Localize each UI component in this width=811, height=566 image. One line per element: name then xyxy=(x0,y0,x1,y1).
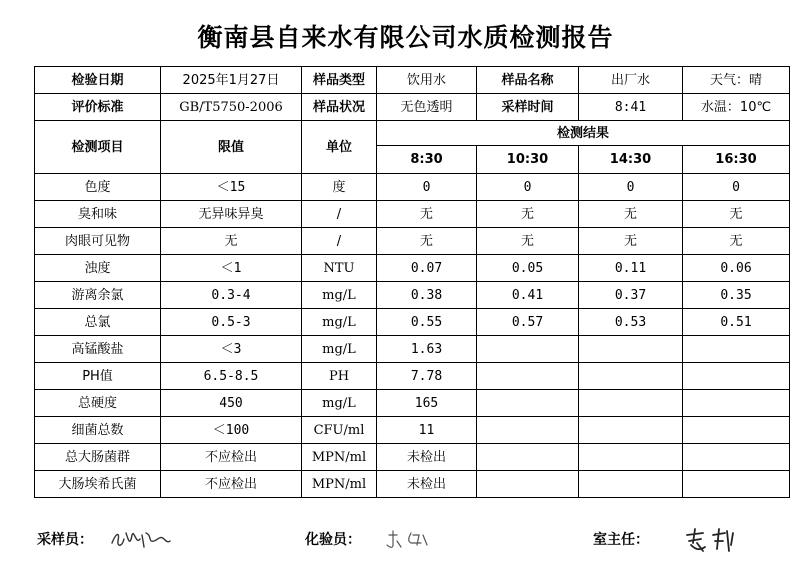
result-cell: 0 xyxy=(477,174,579,201)
unit-header: 单位 xyxy=(302,121,377,174)
result-cell xyxy=(477,336,579,363)
result-cell: 无 xyxy=(377,201,477,228)
limit-cell: 不应检出 xyxy=(161,471,302,498)
item-cell: 臭和味 xyxy=(35,201,161,228)
item-cell: PH值 xyxy=(35,363,161,390)
table-row xyxy=(35,444,790,471)
result-cell: 0.57 xyxy=(477,309,579,336)
table-row xyxy=(35,471,790,498)
signature-footer xyxy=(0,525,811,555)
unit-cell: mg/L xyxy=(302,390,377,417)
unit-cell: / xyxy=(302,201,377,228)
header-row-1 xyxy=(35,121,790,146)
sampling-time-value: 8:41 xyxy=(579,94,683,121)
result-cell: 0 xyxy=(377,174,477,201)
unit-cell: MPN/ml xyxy=(302,471,377,498)
result-cell xyxy=(579,444,683,471)
result-cell xyxy=(579,336,683,363)
sample-status-label: 样品状况 xyxy=(302,94,377,121)
sample-name-value: 出厂水 xyxy=(579,67,683,94)
result-cell: 0.06 xyxy=(683,255,790,282)
unit-cell: PH xyxy=(302,363,377,390)
item-header: 检测项目 xyxy=(35,121,161,174)
result-cell: 0.53 xyxy=(579,309,683,336)
standard-label: 评价标准 xyxy=(35,94,161,121)
result-cell: 0.55 xyxy=(377,309,477,336)
limit-cell: ＜1 xyxy=(161,255,302,282)
item-cell: 肉眼可见物 xyxy=(35,228,161,255)
result-cell: 0.11 xyxy=(579,255,683,282)
time-header-1: 8:30 xyxy=(377,146,477,174)
table-row xyxy=(35,309,790,336)
limit-cell: 0.3-4 xyxy=(161,282,302,309)
result-cell: 未检出 xyxy=(377,444,477,471)
sampling-time-label: 采样时间 xyxy=(477,94,579,121)
result-cell: 7.78 xyxy=(377,363,477,390)
result-cell: 0.05 xyxy=(477,255,579,282)
report-title: 衡南县自来水有限公司水质检测报告 xyxy=(197,23,614,52)
result-cell: 无 xyxy=(377,228,477,255)
result-cell xyxy=(683,336,790,363)
limit-cell: ＜15 xyxy=(161,174,302,201)
item-cell: 大肠埃希氏菌 xyxy=(35,471,161,498)
item-cell: 高锰酸盐 xyxy=(35,336,161,363)
result-cell xyxy=(477,471,579,498)
time-header-2: 10:30 xyxy=(477,146,579,174)
data-rows xyxy=(35,174,790,498)
date-value: 2025年1月27日 xyxy=(161,67,302,94)
standard-value: GB/T5750-2006 xyxy=(161,94,302,121)
item-cell: 游离余氯 xyxy=(35,282,161,309)
tester-label: 化验员： xyxy=(305,532,361,548)
unit-cell: mg/L xyxy=(302,309,377,336)
result-cell: 无 xyxy=(579,228,683,255)
result-cell xyxy=(579,390,683,417)
table-row xyxy=(35,174,790,201)
table-row xyxy=(35,390,790,417)
result-cell xyxy=(683,444,790,471)
result-cell: 0.07 xyxy=(377,255,477,282)
result-cell xyxy=(683,363,790,390)
result-cell: 0.41 xyxy=(477,282,579,309)
item-cell: 总硬度 xyxy=(35,390,161,417)
unit-cell: MPN/ml xyxy=(302,444,377,471)
report-table xyxy=(34,66,790,498)
sample-status-value: 无色透明 xyxy=(377,94,477,121)
result-cell: 0 xyxy=(683,174,790,201)
unit-cell: CFU/ml xyxy=(302,417,377,444)
results-header: 检测结果 xyxy=(377,121,790,146)
table-row xyxy=(35,336,790,363)
result-cell: 165 xyxy=(377,390,477,417)
limit-cell: ＜100 xyxy=(161,417,302,444)
result-cell xyxy=(579,417,683,444)
sample-type-label: 样品类型 xyxy=(302,67,377,94)
result-cell: 0.38 xyxy=(377,282,477,309)
result-cell xyxy=(477,417,579,444)
unit-cell: mg/L xyxy=(302,336,377,363)
result-cell: 1.63 xyxy=(377,336,477,363)
unit-cell: 度 xyxy=(302,174,377,201)
limit-cell: 6.5-8.5 xyxy=(161,363,302,390)
limit-cell: 0.5-3 xyxy=(161,309,302,336)
sampler-signature xyxy=(108,525,172,553)
result-cell xyxy=(579,471,683,498)
limit-cell: 450 xyxy=(161,390,302,417)
info-row-1 xyxy=(35,67,790,94)
unit-cell: mg/L xyxy=(302,282,377,309)
limit-cell: ＜3 xyxy=(161,336,302,363)
time-header-4: 16:30 xyxy=(683,146,790,174)
result-cell xyxy=(477,390,579,417)
limit-header: 限值 xyxy=(161,121,302,174)
result-cell: 11 xyxy=(377,417,477,444)
result-cell xyxy=(477,363,579,390)
limit-cell: 无 xyxy=(161,228,302,255)
item-cell: 细菌总数 xyxy=(35,417,161,444)
item-cell: 总大肠菌群 xyxy=(35,444,161,471)
result-cell xyxy=(683,390,790,417)
result-cell: 无 xyxy=(579,201,683,228)
result-cell: 无 xyxy=(683,228,790,255)
result-cell: 0.51 xyxy=(683,309,790,336)
table-row xyxy=(35,201,790,228)
table-row xyxy=(35,363,790,390)
sample-name-label: 样品名称 xyxy=(477,67,579,94)
sampler-label: 采样员： xyxy=(37,532,93,548)
result-cell xyxy=(683,417,790,444)
result-cell xyxy=(579,363,683,390)
unit-cell: NTU xyxy=(302,255,377,282)
date-label: 检验日期 xyxy=(35,67,161,94)
result-cell: 未检出 xyxy=(377,471,477,498)
tester-signature xyxy=(383,525,435,553)
time-header-3: 14:30 xyxy=(579,146,683,174)
table-row xyxy=(35,417,790,444)
weather: 天气：晴 xyxy=(683,67,790,94)
item-cell: 色度 xyxy=(35,174,161,201)
result-cell: 0.35 xyxy=(683,282,790,309)
info-row-2 xyxy=(35,94,790,121)
item-cell: 浊度 xyxy=(35,255,161,282)
water-temperature: 水温：10℃ xyxy=(683,94,790,121)
result-cell xyxy=(683,471,790,498)
director-signature xyxy=(683,525,739,555)
result-cell: 无 xyxy=(477,228,579,255)
result-cell: 0 xyxy=(579,174,683,201)
result-cell: 无 xyxy=(477,201,579,228)
result-cell: 0.37 xyxy=(579,282,683,309)
table-row xyxy=(35,228,790,255)
unit-cell: / xyxy=(302,228,377,255)
table-row xyxy=(35,282,790,309)
item-cell: 总氯 xyxy=(35,309,161,336)
result-cell xyxy=(477,444,579,471)
table-row xyxy=(35,255,790,282)
limit-cell: 不应检出 xyxy=(161,444,302,471)
limit-cell: 无异味异臭 xyxy=(161,201,302,228)
sample-type-value: 饮用水 xyxy=(377,67,477,94)
result-cell: 无 xyxy=(683,201,790,228)
director-label: 室主任： xyxy=(593,532,649,548)
